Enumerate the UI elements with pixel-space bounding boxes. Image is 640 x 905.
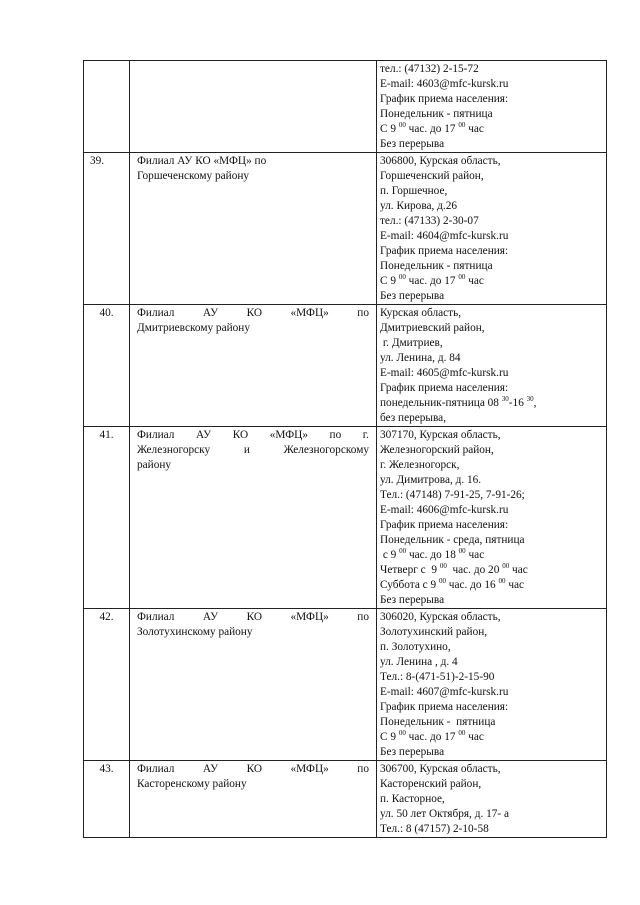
email-line: E-mail: 4605@mfc-kursk.ru xyxy=(380,367,509,379)
contact-line: Золотухинский район, xyxy=(380,626,488,638)
table-row xyxy=(84,427,607,609)
schedule-text: час. до 17 xyxy=(405,275,459,287)
row-number: 40. xyxy=(99,307,114,319)
schedule-text: -16 xyxy=(508,397,527,409)
contact-line: Дмитриевский район, xyxy=(380,322,485,334)
schedule-text: час. до 17 xyxy=(405,731,459,743)
row-number-cell xyxy=(84,761,130,838)
row-number-cell xyxy=(84,61,130,153)
branch-contacts-cell xyxy=(377,61,607,153)
schedule-text: Четверг с 9 xyxy=(380,564,440,576)
minutes-superscript: 00 xyxy=(458,547,466,555)
branch-name-line: Филиал АУ КО «МФЦ» по xyxy=(137,763,369,775)
schedule-text: час xyxy=(465,275,484,287)
contact-line: График приема населения: xyxy=(380,93,509,105)
contact-line: Тел.: (47148) 7-91-25, 7-91-26; xyxy=(380,489,525,501)
row-number xyxy=(84,61,129,62)
minutes-superscript: 00 xyxy=(398,121,406,129)
break-info-line: Без перерыва xyxy=(380,746,445,758)
branch-name-line: Филиал АУ КО «МФЦ» по xyxy=(137,307,369,319)
schedule-text: час xyxy=(465,549,485,561)
minutes-superscript: 00 xyxy=(398,273,406,281)
mfc-branches-table xyxy=(83,60,607,838)
minutes-superscript: 00 xyxy=(458,121,466,129)
branch-contacts-cell xyxy=(377,153,607,305)
minutes-superscript: 00 xyxy=(399,547,407,555)
email-line: E-mail: 4606@mfc-kursk.ru xyxy=(380,504,509,516)
branch-name-cell xyxy=(130,305,377,427)
contact-line: Понедельник - пятница xyxy=(380,716,496,728)
contact-line: Тел.: 8-(471-51)-2-15-90 xyxy=(380,671,495,683)
schedule-text: час xyxy=(465,123,484,135)
schedule-text: С 9 xyxy=(380,275,399,287)
minutes-superscript: 00 xyxy=(498,577,506,585)
contact-line: График приема населения: xyxy=(380,382,509,394)
row-number-cell xyxy=(84,153,130,305)
minutes-superscript: 00 xyxy=(439,562,447,570)
email-line: E-mail: 4603@mfc-kursk.ru xyxy=(380,78,509,90)
schedule-hours-line xyxy=(380,548,603,563)
branch-name-cell xyxy=(130,153,377,305)
branch-name-line: Касторенскому району xyxy=(137,778,247,790)
schedule-hours-line xyxy=(380,563,603,578)
contact-line: г. Дмитриев, xyxy=(380,337,443,349)
contact-line: п. Касторное, xyxy=(380,793,445,805)
table-row xyxy=(84,153,607,305)
schedule-text: час. до 18 xyxy=(406,549,459,561)
row-number: 43. xyxy=(99,763,114,775)
minutes-superscript: 00 xyxy=(502,562,510,570)
schedule-text: , xyxy=(533,397,537,409)
schedule-hours-line xyxy=(380,730,603,745)
schedule-text: час xyxy=(465,731,484,743)
contact-line: Горшеченский район, xyxy=(380,170,484,182)
branch-name-cell xyxy=(130,427,377,609)
branch-name-line: району xyxy=(137,459,172,471)
contact-line: ул. Ленина, д. 84 xyxy=(380,352,461,364)
contact-line: ул. Кирова, д.26 xyxy=(380,200,458,212)
contact-line: Тел.: 8 (47157) 2-10-58 xyxy=(380,823,489,835)
table-row xyxy=(84,61,607,153)
schedule-hours-line xyxy=(380,396,603,411)
contact-line: 306700, Курская область, xyxy=(380,763,501,775)
branch-name-cell xyxy=(130,761,377,838)
schedule-text: час xyxy=(509,564,528,576)
contact-line: Касторенский район, xyxy=(380,778,482,790)
contact-line: ул. Димитрова, д. 16. xyxy=(380,474,482,486)
contact-line: 306020, Курская область, xyxy=(380,611,501,623)
branch-name-cell xyxy=(130,61,377,153)
schedule-text: С 9 xyxy=(380,123,399,135)
table-row xyxy=(84,305,607,427)
contact-line: График приема населения: xyxy=(380,519,509,531)
contact-line: ул. Ленина , д. 4 xyxy=(380,656,458,668)
contact-line: Железногорский район, xyxy=(380,444,494,456)
schedule-hours-line xyxy=(380,274,603,289)
schedule-text: час xyxy=(505,579,525,591)
contact-line: тел.: (47133) 2-30-07 xyxy=(380,215,479,227)
contact-line: п. Золотухино, xyxy=(380,641,451,653)
schedule-text: понедельник-пятница 08 xyxy=(380,397,502,409)
schedule-hours-line xyxy=(380,122,603,137)
schedule-text: час. до 20 xyxy=(446,564,503,576)
contact-line: Курская область, xyxy=(380,307,462,319)
contact-line: ул. 50 лет Октября, д. 17- а xyxy=(380,808,509,820)
break-info-line: без перерыва, xyxy=(380,412,447,424)
minutes-superscript: 00 xyxy=(398,729,406,737)
row-number: 41. xyxy=(99,429,114,441)
schedule-hours-line xyxy=(380,578,603,593)
branch-contacts-cell xyxy=(377,427,607,609)
contact-line: тел.: (47132) 2-15-72 xyxy=(380,63,479,75)
minutes-superscript: 00 xyxy=(458,273,466,281)
minutes-superscript: 00 xyxy=(438,577,446,585)
branch-name-line: Дмитриевскому району xyxy=(137,322,250,334)
break-info-line: Без перерыва xyxy=(380,290,445,302)
contact-line: Понедельник - среда, пятница xyxy=(380,534,525,546)
branch-name-cell xyxy=(130,609,377,761)
row-number: 39. xyxy=(90,155,105,167)
schedule-text: час. до 17 xyxy=(405,123,459,135)
branch-name-line: Филиал АУ КО «МФЦ» по xyxy=(137,611,369,623)
branch-contacts-cell xyxy=(377,609,607,761)
row-number: 42. xyxy=(99,611,114,623)
contact-line: График приема населения: xyxy=(380,701,509,713)
table-row xyxy=(84,609,607,761)
email-line: E-mail: 4604@mfc-kursk.ru xyxy=(380,230,509,242)
schedule-text: Суббота с 9 xyxy=(380,579,439,591)
minutes-superscript: 00 xyxy=(458,729,466,737)
contact-line: График приема населения: xyxy=(380,245,509,257)
contact-line: 306800, Курская область, xyxy=(380,155,501,167)
contact-line: 307170, Курская область, xyxy=(380,429,501,441)
branch-contacts-cell xyxy=(377,761,607,838)
schedule-text: С 9 xyxy=(380,731,399,743)
branch-name-line: Филиал АУ КО «МФЦ» по г. xyxy=(137,429,369,441)
contact-line: п. Горшечное, xyxy=(380,185,448,197)
table-body xyxy=(84,61,607,838)
email-line: E-mail: 4607@mfc-kursk.ru xyxy=(380,686,509,698)
schedule-text: час. до 16 xyxy=(445,579,499,591)
branch-name-line: Горшеченскому району xyxy=(137,170,250,182)
table-row xyxy=(84,761,607,838)
branch-name-line: Филиал АУ КО «МФЦ» по xyxy=(137,155,267,167)
row-number-cell xyxy=(84,609,130,761)
minutes-superscript: 30 xyxy=(501,395,509,403)
break-info-line: Без перерыва xyxy=(380,138,445,150)
schedule-text: с 9 xyxy=(380,549,400,561)
break-info-line: Без перерыва xyxy=(380,594,445,606)
row-number-cell xyxy=(84,305,130,427)
branch-name-line: Железногорску и Железногорскому xyxy=(137,444,369,456)
contact-line: г. Железногорск, xyxy=(380,459,460,471)
contact-line: Понедельник - пятница xyxy=(380,260,493,272)
branch-name-line: Золотухинскому району xyxy=(137,626,253,638)
minutes-superscript: 30 xyxy=(526,395,534,403)
contact-line: Понедельник - пятница xyxy=(380,108,493,120)
row-number-cell xyxy=(84,427,130,609)
branch-contacts-cell xyxy=(377,305,607,427)
